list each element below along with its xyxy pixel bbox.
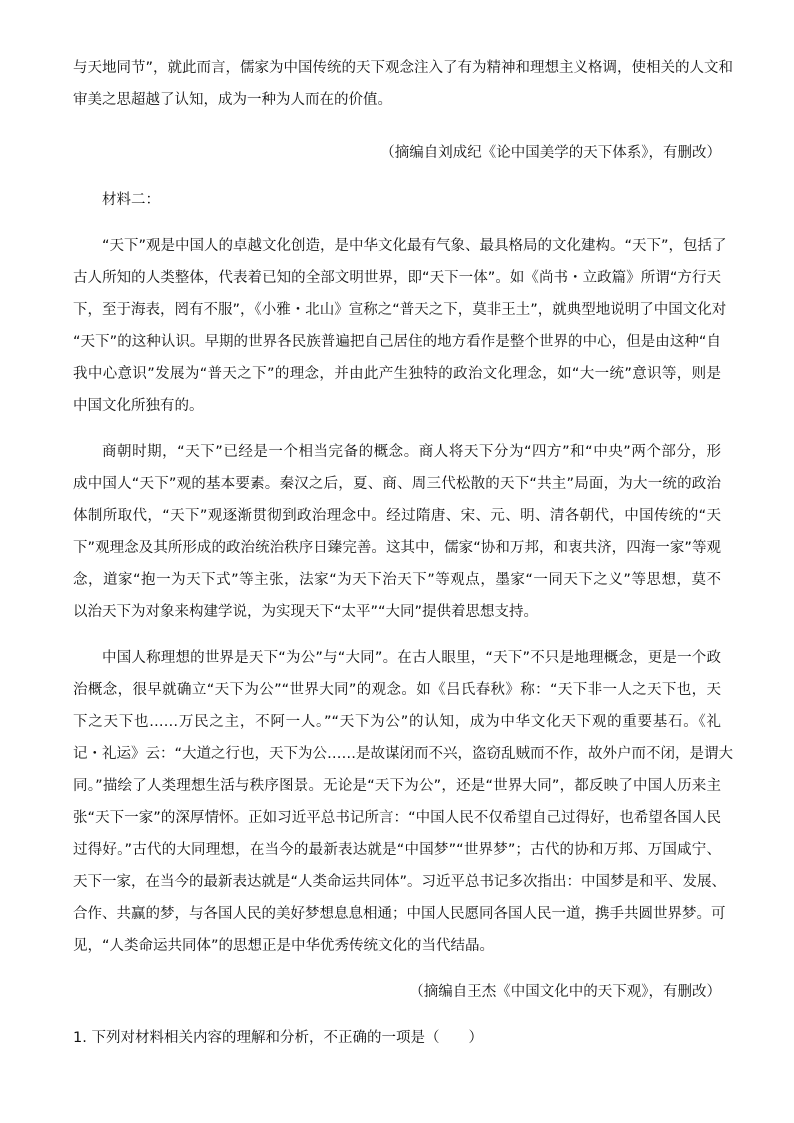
paragraph-line: 下之天下也……万民之主，不阿一人。”“天下为公”的认知，成为中华文化天下观的重要基石。《礼 — [73, 714, 721, 730]
paragraph-line: 体制所取代，“天下”观逐渐贯彻到政治理念中。经过隋唐、宋、元、明、清各朝代，中国传统的“天 — [73, 508, 721, 524]
paragraph-line: “天下”的这种认识。早期的世界各民族普遍把自己居住的地方看作是整个世界的中心，但是由这种“自 — [73, 334, 721, 350]
paragraph-line: 记・礼运》云：“大道之行也，天下为公……是故谋闭而不兴，盗窃乱贼而不作，故外户而不闭，是谓大 — [73, 746, 734, 762]
source-citation: （摘编自刘成纪《论中国美学的天下体系》，有删改） — [380, 145, 721, 161]
paragraph-line: 审美之思超越了认知，成为一种为人而在的价值。 — [73, 92, 392, 108]
paragraph-line: 合作、共赢的梦，与各国人民的美好梦想息息相通；中国人民愿同各国人民一道，携手共圆世界梦。可 — [73, 906, 726, 922]
paragraph-line: 商朝时期，“天下”已经是一个相当完备的概念。商人将天下分为“四方”和“中央”两个部分，形 — [102, 444, 721, 460]
paragraph-line: 天下一家，在当今的最新表达就是“人类命运共同体”。习近平总书记多次指出：中国梦是和平、发展、 — [73, 874, 727, 890]
paragraph-line: 中国文化所独有的。 — [73, 398, 204, 414]
source-citation: （摘编自王杰《中国文化中的天下观》，有删改） — [409, 984, 721, 1000]
paragraph-line: 我中心意识”发展为“普天之下”的理念，并由此产生独特的政治文化理念，如“大一统”意识等，则是 — [73, 366, 721, 382]
paragraph-line: 念，道家“抱一为天下式”等主张，法家“为天下治天下”等观点，墨家“一同天下之义”等思想，莫不 — [73, 572, 721, 588]
paragraph-line: 以治天下为对象来构建学说，为实现天下“太平”“大同”提供着思想支持。 — [73, 604, 539, 620]
paragraph-line: 古人所知的人类整体，代表着已知的全部文明世界，即“天下一体”。如《尚书・立政篇》所谓“方行天 — [73, 270, 721, 286]
paragraph-line: 下，至于海表，罔有不服”，《小雅・北山》宣称之“普天之下，莫非王土”，就典型地说明了中国文化对 — [73, 302, 727, 318]
paragraph-line: 同。”描绘了人类理想生活与秩序图景。无论是“天下为公”，还是“世界大同”，都反映了中国人历来主 — [73, 778, 721, 794]
paragraph-line: 过得好。”古代的大同理想，在当今的最新表达就是“中国梦”“世界梦”；古代的协和万邦、万国咸宁、 — [73, 842, 721, 858]
paragraph-line: 见，“人类命运共同体”的思想正是中华优秀传统文化的当代结晶。 — [73, 938, 495, 954]
paragraph-line: 成中国人“天下”观的基本要素。秦汉之后，夏、商、周三代松散的天下“共主”局面，为大一统的政治 — [73, 476, 721, 492]
paragraph-line: 与天地同节”，就此而言，儒家为中国传统的天下观念注入了有为精神和理想主义格调，使相关的人文和 — [73, 60, 734, 76]
paragraph-line: 中国人称理想的世界是天下“为公”与“大同”。在古人眼里，“天下”不只是地理概念，更是一个政 — [102, 650, 721, 666]
section-label: 材料二： — [102, 192, 160, 208]
question-stem: 1. 下列对材料相关内容的理解和分析，不正确的一项是（ ） — [73, 1030, 483, 1046]
paragraph-line: 治概念，很早就确立“天下为公”“世界大同”的观念。如《吕氏春秋》称：“天下非一人之天下也，天 — [73, 682, 721, 698]
paragraph-line: “天下”观是中国人的卓越文化创造，是中华文化最有气象、最具格局的文化建构。“天下”，包括了 — [102, 238, 727, 254]
paragraph-line: 下”观理念及其所形成的政治统治秩序日臻完善。这其中，儒家“协和万邦，和衷共济，四海一家”等观 — [73, 540, 721, 556]
paragraph-line: 张“天下一家”的深厚情怀。正如习近平总书记所言：“中国人民不仅希望自己过得好，也希望各国人民 — [73, 810, 721, 826]
